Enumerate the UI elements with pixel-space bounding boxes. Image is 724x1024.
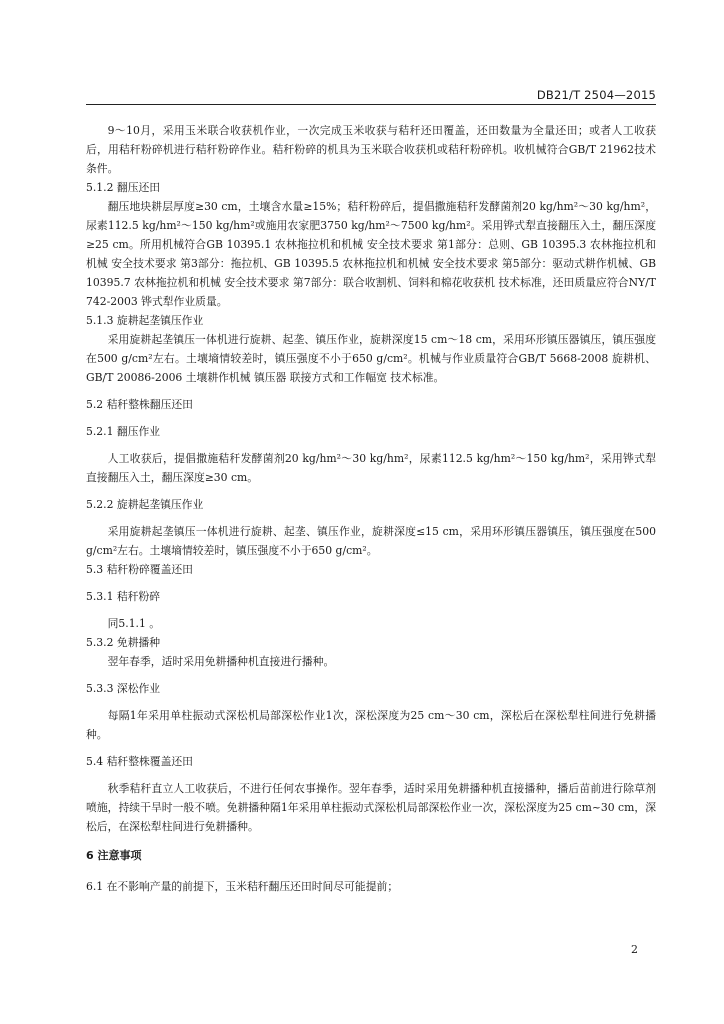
section-6-title: 6 注意事项 (86, 849, 142, 862)
paragraph-rotary-whole: 采用旋耕起垄镇压一体机进行旋耕、起垄、镇压作业，旋耕深度≤15 cm，采用环形镇压器镇压，镇压强度在500 g/cm²左右。土壤墒情较差时，镇压强度不小于650 g/cm²。 (86, 525, 656, 557)
paragraph-rotary: 采用旋耕起垄镇压一体机进行旋耕、起垄、镇压作业，旋耕深度15 cm～18 cm，采用环形镇压器镇压，镇压强度在500 g/cm²左右。土壤墒情较差时，镇压强度不小于650 g/cm²。机械与作业质量符合GB/T 5668-2008 旋耕机、GB/T 20086-2006 土壤耕作机械 镇压器 联接方式和工作幅宽 技术标准。 (86, 333, 656, 384)
paragraph-no-till: 翌年春季，适时采用免耕播种机直接进行播种。 (107, 655, 335, 668)
header-rule (86, 104, 656, 105)
paragraph-plow-whole: 人工收获后，提倡撒施秸秆发酵菌剂20 kg/hm²～30 kg/hm²，尿素112.5 kg/hm²～150 kg/hm²，采用铧式犁直接翻压入土，翻压深度≥30 cm。 (86, 452, 656, 484)
heading-5-2: 5.2 秸秆整株翻压还田 (86, 398, 193, 411)
document-body (86, 121, 656, 896)
heading-5-1-2: 5.1.2 翻压还田 (86, 181, 161, 194)
heading-5-3-2: 5.3.2 免耕播种 (86, 636, 161, 649)
item-6-1: 6.1 在不影响产量的前提下，玉米秸秆翻压还田时间尽可能提前； (86, 880, 399, 893)
paragraph-cover: 秋季秸秆直立人工收获后，不进行任何农事操作。翌年春季，适时采用免耕播种机直接播种，播后苗前进行除草剂喷施，持续干旱时一般不喷。免耕播种隔1年采用单柱振动式深松机局部深松作业一次，深松深度为25 cm~30 cm，深松后，在深松犁柱间进行免耕播种。 (86, 782, 656, 833)
paragraph-harvest: 9～10月，采用玉米联合收获机作业，一次完成玉米收获与秸秆还田覆盖，还田数量为全量还田；或者人工收获后，用秸秆粉碎机进行秸秆粉碎作业。秸秆粉碎的机具为玉米联合收获机或秸秆粉碎机。收机械符合GB/T 21962技术条件。 (86, 124, 656, 175)
standard-code: DB21/T 2504—2015 (536, 88, 656, 102)
heading-5-1-3: 5.1.3 旋耕起垄镇压作业 (86, 314, 204, 327)
heading-5-3-1: 5.3.1 秸秆粉碎 (86, 590, 161, 603)
heading-5-2-1: 5.2.1 翻压作业 (86, 425, 161, 438)
heading-5-3-3: 5.3.3 深松作业 (86, 682, 161, 695)
heading-5-4: 5.4 秸秆整株覆盖还田 (86, 755, 193, 768)
paragraph-subsoil: 每隔1年采用单柱振动式深松机局部深松作业1次，深松深度为25 cm～30 cm，深松后在深松犁柱间进行免耕播种。 (86, 709, 656, 741)
paragraph-plow: 翻压地块耕层厚度≥30 cm，土壤含水量≥15%；秸秆粉碎后，提倡撒施秸秆发酵菌剂20 kg/hm²～30 kg/hm²，尿素112.5 kg/hm²～150 kg/hm²或施用农家肥3750 kg/hm²～7500 kg/hm²。采用铧式犁直接翻压入土，翻压深度≥25 cm。所用机械符合GB 10395.1 农林拖拉机和机械 安全技术要求 第1部分：总则、GB 10395.3 农林拖拉机和机械 安全技术要求 第3部分：拖拉机、GB 10395.5 农林拖拉机和机械 安全技术要求 第5部分：驱动式耕作机械、GB 10395.7 农林拖拉机和机械 安全技术要求 第7部分：联合收割机、饲料和棉花收获机 技术标准，还田质量应符合NY/T 742-2003 铧式犁作业质量。 (86, 200, 656, 308)
heading-5-3: 5.3 秸秆粉碎覆盖还田 (86, 563, 193, 576)
paragraph-same: 同5.1.1 。 (107, 617, 161, 630)
heading-5-2-2: 5.2.2 旋耕起垄镇压作业 (86, 498, 204, 511)
page-number: 2 (631, 943, 638, 956)
